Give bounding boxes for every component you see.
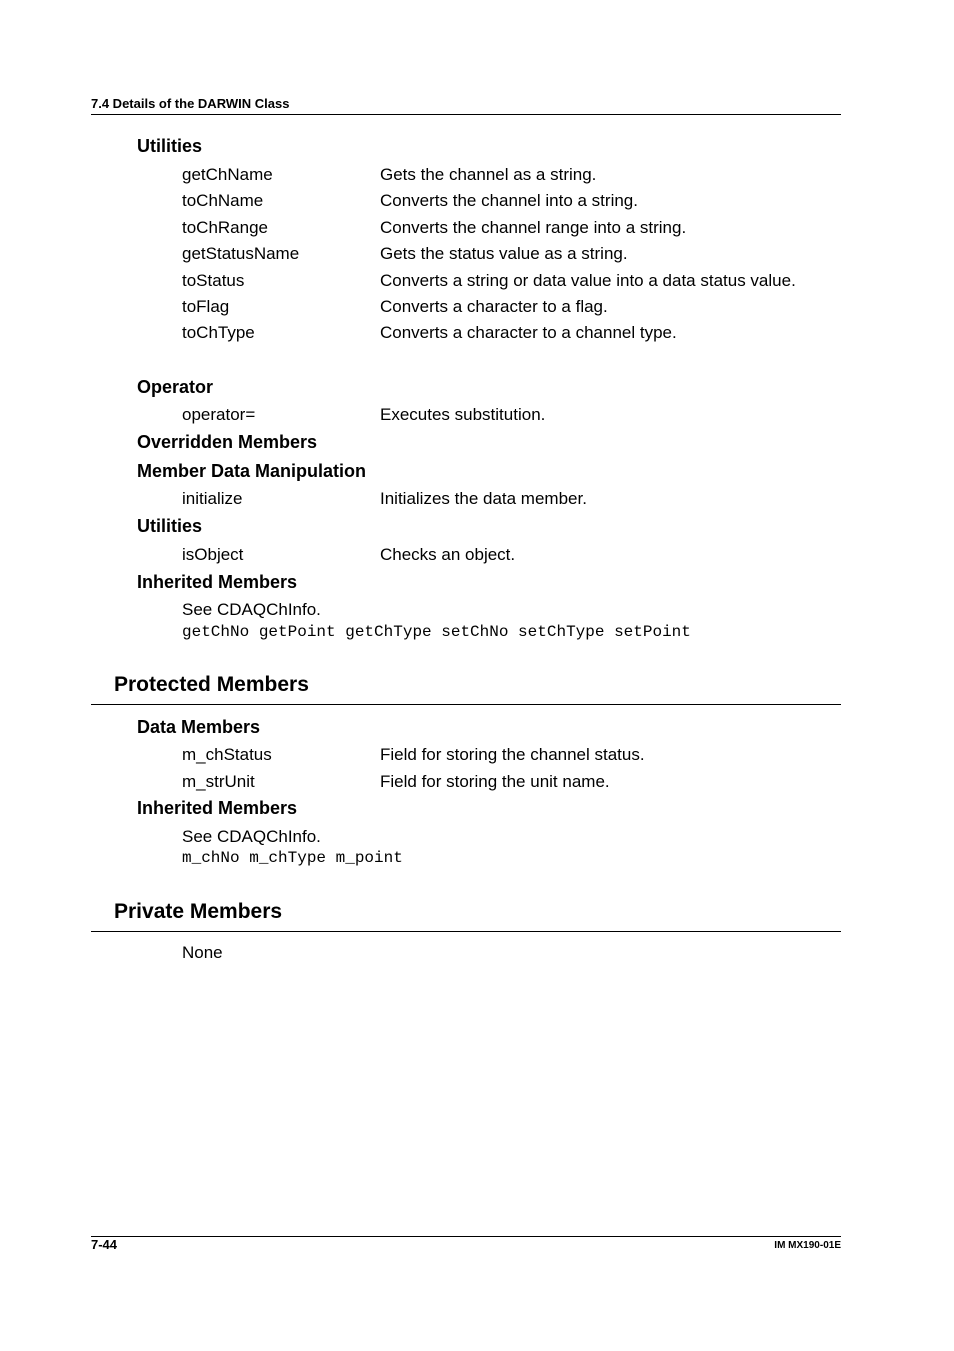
member-desc: Gets the channel as a string. (380, 165, 597, 184)
protected-members-title: Protected Members (114, 673, 309, 696)
document-id: IM MX190-01E (774, 1240, 841, 1251)
member-name: getChName (182, 165, 273, 184)
member-name: m_chStatus (182, 745, 272, 764)
member-desc: Converts the channel into a string. (380, 191, 638, 210)
data-members-heading: Data Members (137, 717, 261, 737)
member-name: operator= (182, 405, 256, 424)
member-name: toChRange (182, 218, 269, 237)
member-name: toChType (182, 323, 255, 342)
member-name: toStatus (182, 271, 245, 290)
section-rule (91, 931, 841, 932)
member-desc: Executes substitution. (380, 405, 546, 424)
inherited-heading: Inherited Members (137, 798, 298, 818)
inherited-code-list: getChNo getPoint getChType setChNo setChType setPoint (182, 623, 691, 641)
private-members-title: Private Members (114, 900, 283, 923)
member-name: initialize (182, 489, 243, 508)
inherited-heading: Inherited Members (137, 572, 298, 592)
member-name: getStatusName (182, 244, 300, 263)
running-header: 7.4 Details of the DARWIN Class (91, 96, 290, 111)
member-desc: Initializes the data member. (380, 489, 587, 508)
utilities-heading: Utilities (137, 516, 203, 536)
see-reference: See CDAQChInfo. (182, 827, 321, 846)
member-desc: Checks an object. (380, 545, 516, 564)
section-rule (91, 704, 841, 705)
member-data-manipulation-heading: Member Data Manipulation (137, 461, 367, 481)
header-rule (91, 114, 841, 115)
member-desc: Converts a character to a channel type. (380, 323, 677, 342)
member-desc: Converts a character to a flag. (380, 297, 608, 316)
member-desc: Converts the channel range into a string. (380, 218, 687, 237)
overridden-heading: Overridden Members (137, 432, 318, 452)
none-text: None (182, 943, 223, 962)
member-desc: Converts a string or data value into a data status value. (380, 271, 796, 290)
member-name: isObject (182, 545, 244, 564)
member-desc: Field for storing the unit name. (380, 772, 610, 791)
footer-rule (91, 1236, 841, 1237)
member-name: toFlag (182, 297, 230, 316)
operator-heading: Operator (137, 377, 214, 397)
page-number: 7-44 (91, 1237, 118, 1252)
member-desc: Field for storing the channel status. (380, 745, 645, 764)
inherited-code-list: m_chNo m_chType m_point (182, 849, 403, 867)
member-desc: Gets the status value as a string. (380, 244, 628, 263)
see-reference: See CDAQChInfo. (182, 600, 321, 619)
member-name: toChName (182, 191, 264, 210)
member-name: m_strUnit (182, 772, 255, 791)
utilities-heading: Utilities (137, 136, 203, 156)
